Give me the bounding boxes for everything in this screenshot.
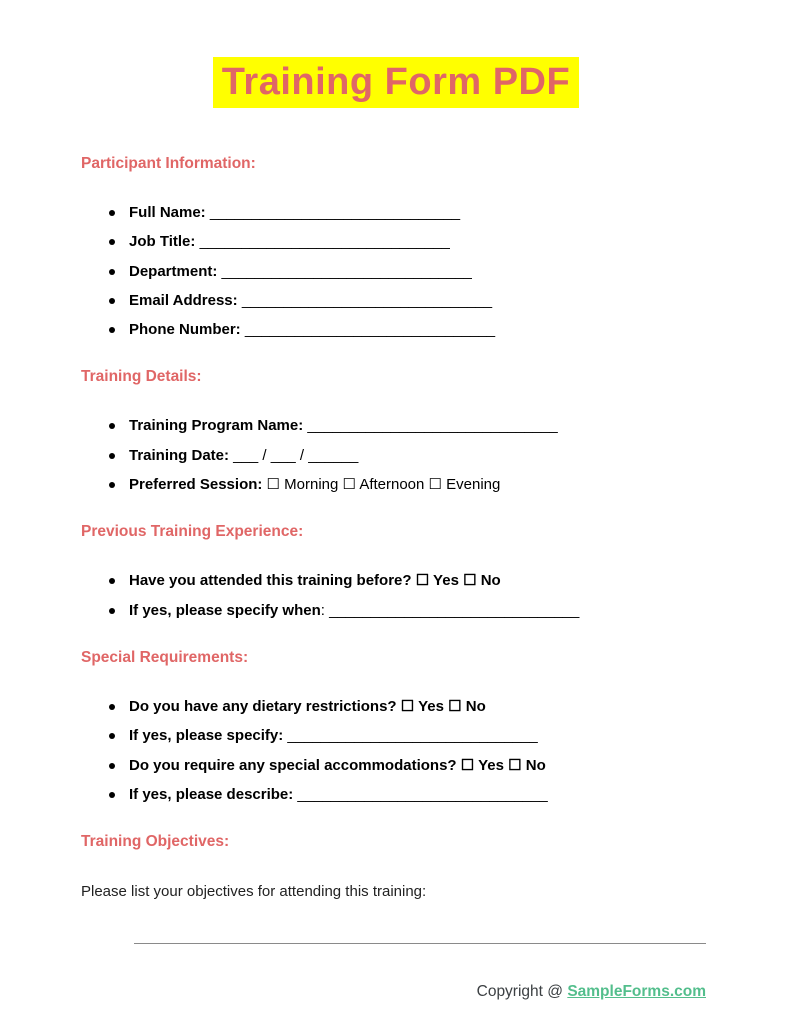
field-training-date — [81, 441, 712, 470]
form-title: Training Form PDF — [213, 57, 579, 108]
objectives-prompt: Please list your objectives for attending this training: — [81, 883, 427, 901]
field-training-program-name — [81, 411, 712, 440]
fill-in-line: ______________________________ — [205, 204, 461, 221]
bullet-icon — [109, 269, 115, 275]
fill-in-line: ______________________________ — [195, 233, 450, 251]
question-dietary-restrictions — [81, 692, 712, 721]
field-specify-when — [81, 596, 712, 625]
section-heading-participant-information: Participant Information: — [81, 155, 256, 172]
section-heading-training-objectives: Training Objectives: — [81, 833, 230, 851]
copyright-text: Copyright @ — [476, 983, 568, 1000]
fill-in-line: ______________________________ — [237, 291, 493, 309]
fill-in-line: ______________________________ — [303, 417, 558, 435]
question-text: Do you require any special accommodations? ☐ Yes ☐ No — [129, 756, 546, 774]
field-department — [81, 257, 712, 286]
bullet-icon — [109, 763, 115, 769]
question-special-accommodations — [81, 751, 712, 780]
fill-in-line: ______________________________ — [293, 785, 548, 803]
bullet-icon — [109, 210, 115, 216]
field-label: Job Title: — [129, 233, 196, 251]
fill-in-line: ___ / ___ / ______ — [229, 446, 359, 464]
bullet-icon — [109, 482, 115, 488]
field-label: If yes, please specify when — [129, 601, 321, 619]
field-label: Training Date: — [129, 446, 230, 464]
checkbox-options: ☐ Morning ☐ Afternoon ☐ Evening — [262, 476, 501, 494]
field-label: Training Program Name: — [129, 417, 304, 435]
form-content — [81, 144, 712, 944]
field-label: Phone Number: — [129, 321, 241, 339]
field-label: Department: — [129, 262, 218, 280]
bullet-icon — [109, 453, 115, 459]
field-label: Preferred Session: — [129, 476, 263, 494]
bullet-icon — [109, 239, 115, 245]
bullet-icon — [109, 704, 115, 710]
fill-in-line: : ______________________________ — [320, 601, 580, 619]
bullet-icon — [109, 608, 115, 614]
field-phone-number — [81, 315, 712, 344]
fill-in-line: ______________________________ — [217, 262, 472, 280]
fill-in-line: ______________________________ — [283, 727, 538, 745]
field-label: If yes, please describe: — [129, 785, 294, 803]
bullet-icon — [109, 327, 115, 333]
field-specify-dietary — [81, 721, 712, 750]
objectives-write-line — [134, 943, 706, 944]
bullet-icon — [109, 298, 115, 304]
field-full-name — [81, 198, 712, 227]
previous-training-list — [81, 566, 712, 625]
field-describe-accommodations — [81, 780, 712, 809]
field-label: If yes, please specify: — [129, 727, 284, 745]
bullet-icon — [109, 423, 115, 429]
bullet-icon — [109, 792, 115, 798]
training-details-list — [81, 411, 712, 499]
section-heading-special-requirements: Special Requirements: — [81, 648, 249, 666]
question-text: Do you have any dietary restrictions? ☐ Yes ☐ No — [129, 697, 486, 715]
question-text: Have you attended this training before? ☐ Yes ☐ No — [129, 572, 501, 590]
section-heading-previous-training-experience: Previous Training Experience: — [81, 523, 304, 541]
bullet-icon — [109, 733, 115, 739]
bullet-icon — [109, 578, 115, 584]
special-requirements-list — [81, 692, 712, 809]
field-job-title — [81, 227, 712, 256]
fill-in-line: ______________________________ — [240, 321, 496, 339]
field-label: Email Address: — [129, 291, 238, 309]
sampleforms-link[interactable]: SampleForms.com — [567, 983, 706, 1000]
footer — [0, 983, 706, 1001]
section-heading-training-details: Training Details: — [81, 368, 202, 386]
field-email-address — [81, 286, 712, 315]
field-label: Full Name: — [129, 204, 206, 221]
question-attended-before — [81, 566, 712, 595]
field-preferred-session — [81, 470, 712, 499]
title-row — [0, 57, 792, 108]
participant-information-list — [81, 198, 712, 344]
